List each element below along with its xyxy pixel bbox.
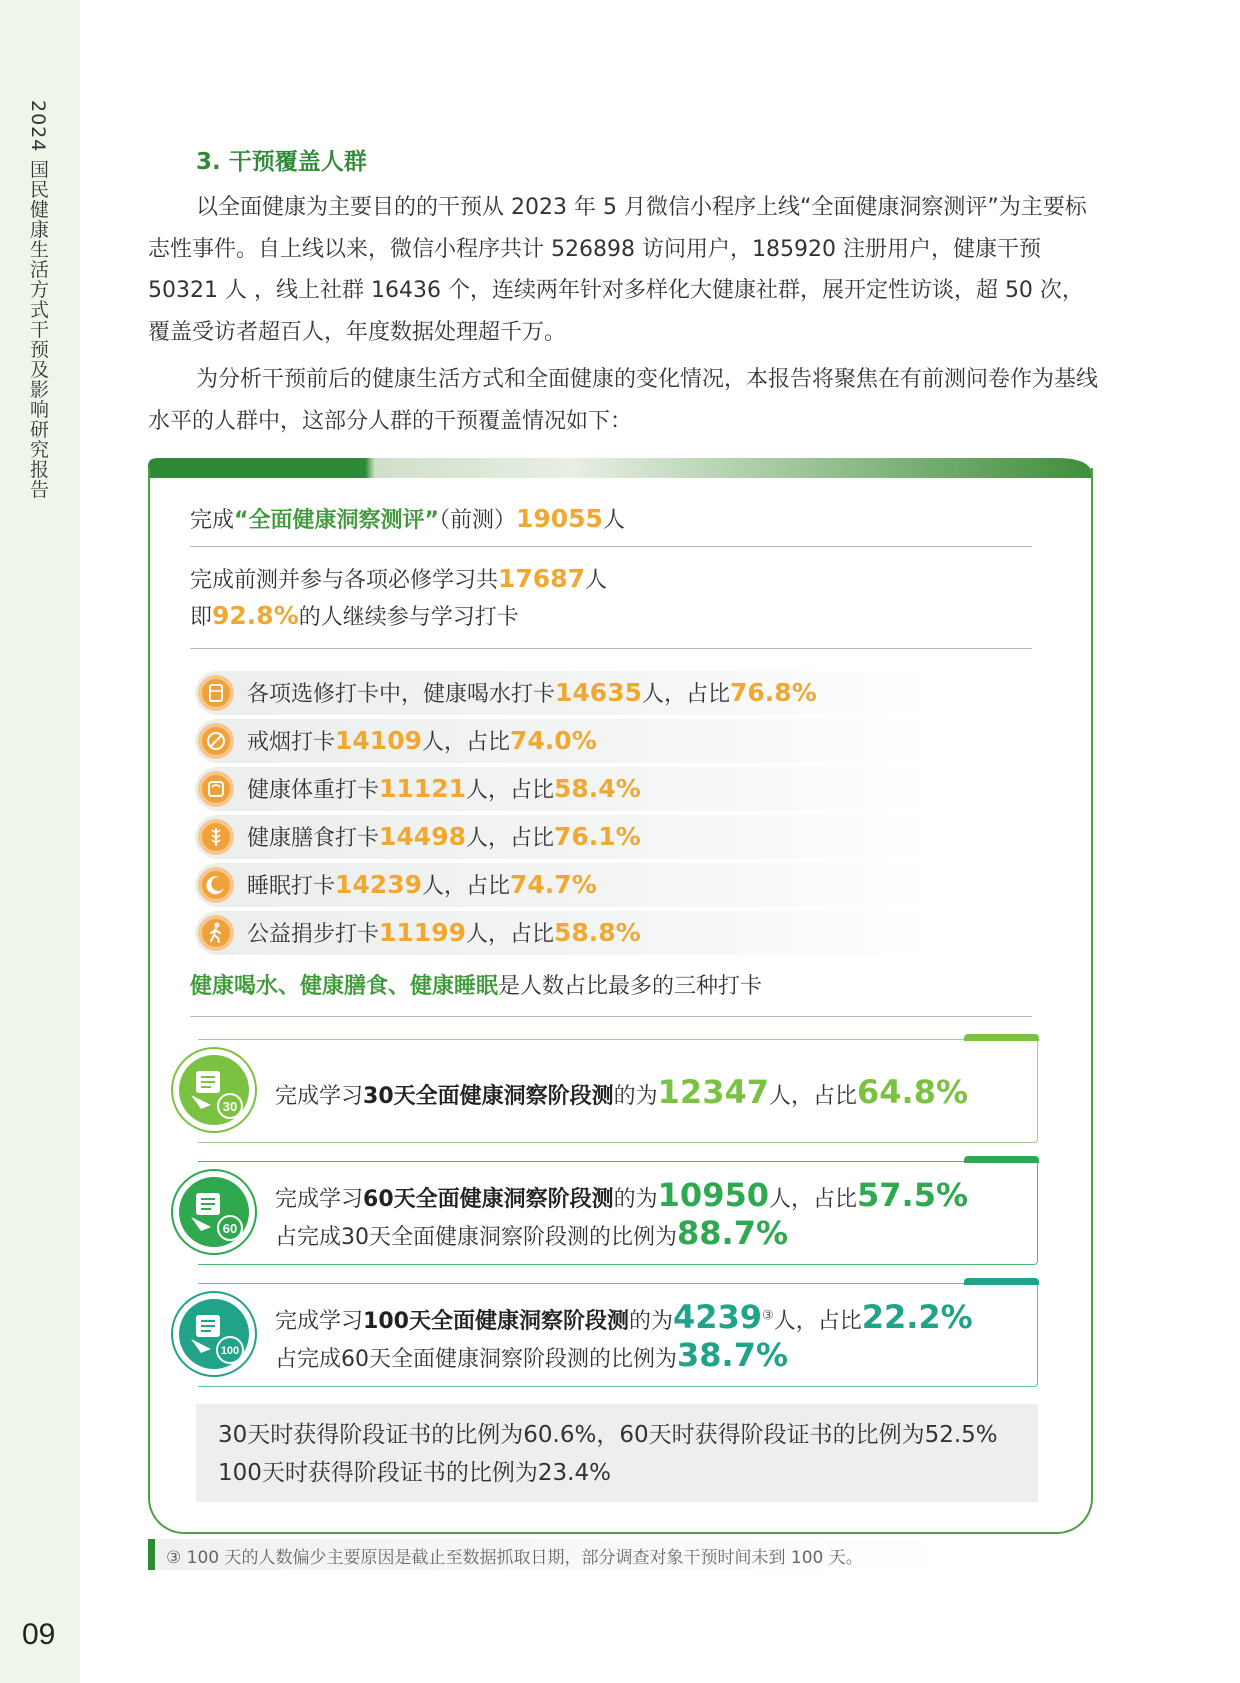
stage-card-100: 完成学习100天全面健康洞察阶段测的为4239③人，占比22.2% 占完成60天全面健康洞察阶段测的比例为38.7%: [198, 1283, 1038, 1387]
svg-text:30: 30: [222, 1099, 238, 1114]
pretest-name: “全面健康洞察测评”: [234, 508, 439, 533]
wheat-icon: [197, 818, 235, 856]
walking-icon: [197, 914, 235, 952]
water-cup-icon: [197, 674, 235, 712]
no-smoking-icon: [197, 722, 235, 760]
stage-card-60: 完成学习60天全面健康洞察阶段测的为10950人，占比57.5% 占完成30天全面健康洞察阶段测的比例为88.7%: [198, 1161, 1038, 1265]
checkin-row: 各项选修打卡中，健康喝水打卡14635人，占比76.8%: [195, 671, 930, 715]
stage-100-badge-icon: [171, 1291, 257, 1377]
certificate-box: [196, 1404, 1038, 1502]
svg-text:60: 60: [222, 1221, 238, 1236]
footnote: [148, 1539, 948, 1570]
footnote-ref: ③: [762, 1308, 774, 1324]
summary-highlight: 健康喝水、健康膳食、健康睡眠: [190, 974, 499, 999]
divider: [190, 648, 1032, 649]
running-title: 2024 国民健康生活方式干预及影响研究报告: [27, 100, 49, 500]
required-count: 17687: [498, 564, 585, 593]
required-line-1: 完成前测并参与各项必修学习共17687人: [190, 564, 608, 593]
checkin-row: 睡眠打卡14239人，占比74.7%: [195, 863, 930, 907]
intro-paragraph-2: 为分析干预前后的健康生活方式和全面健康的变化情况，本报告将聚焦在有前测问卷作为基线水平的人群中，这部分人群的干预覆盖情况如下：: [148, 367, 1099, 434]
svg-text:100: 100: [220, 1345, 240, 1357]
sleep-moon-icon: [197, 866, 235, 904]
divider: [190, 546, 1032, 547]
stage-30-badge-icon: [171, 1047, 257, 1133]
certificate-line-2: 100天时获得阶段证书的比例为23.4%: [218, 1460, 611, 1486]
required-pct: 92.8%: [212, 601, 299, 630]
checkin-summary: 健康喝水、健康膳食、健康睡眠是人数占比最多的三种打卡: [190, 974, 763, 999]
divider: [190, 1016, 1032, 1017]
stage-60-badge-icon: [171, 1169, 257, 1255]
checkin-row: 公益捐步打卡11199人，占比58.8%: [195, 911, 930, 955]
intro-paragraph-1: 以全面健康为主要目的的干预从 2023 年 5 月微信小程序上线“全面健康洞察测评”为主要标志性事件。自上线以来，微信小程序共计 526898 访问用户，185920 注册用户，健康干预 50321 人 ，线上社群 16436 个，连续两年针对多样化大健康社群，展开定性访谈，超 50 次，覆盖受访者超百人，年度数据处理超千万。: [148, 195, 1087, 345]
pretest-line: 完成“全面健康洞察测评”（前测）19055人: [190, 504, 625, 533]
page-number: 09: [22, 1618, 56, 1651]
checkin-row: 健康膳食打卡14498人，占比76.1%: [195, 815, 930, 859]
required-line-2: 即92.8%的人继续参与学习打卡: [190, 601, 519, 630]
weight-scale-icon: [197, 770, 235, 808]
footnote-text: ③ 100 天的人数偏少主要原因是截止至数据抓取日期，部分调查对象干预时间未到 100 天。: [166, 1548, 863, 1568]
checkin-row: 健康体重打卡11121人，占比58.4%: [195, 767, 930, 811]
pretest-count: 19055: [515, 504, 603, 533]
certificate-line-1: 30天时获得阶段证书的比例为60.6%，60天时获得阶段证书的比例为52.5%: [218, 1422, 998, 1448]
checkin-row: 戒烟打卡14109人，占比74.0%: [195, 719, 930, 763]
section-heading: 3. 干预覆盖人群: [196, 149, 367, 175]
stage-card-30: 完成学习30天全面健康洞察阶段测的为12347人，占比64.8%: [198, 1039, 1038, 1143]
